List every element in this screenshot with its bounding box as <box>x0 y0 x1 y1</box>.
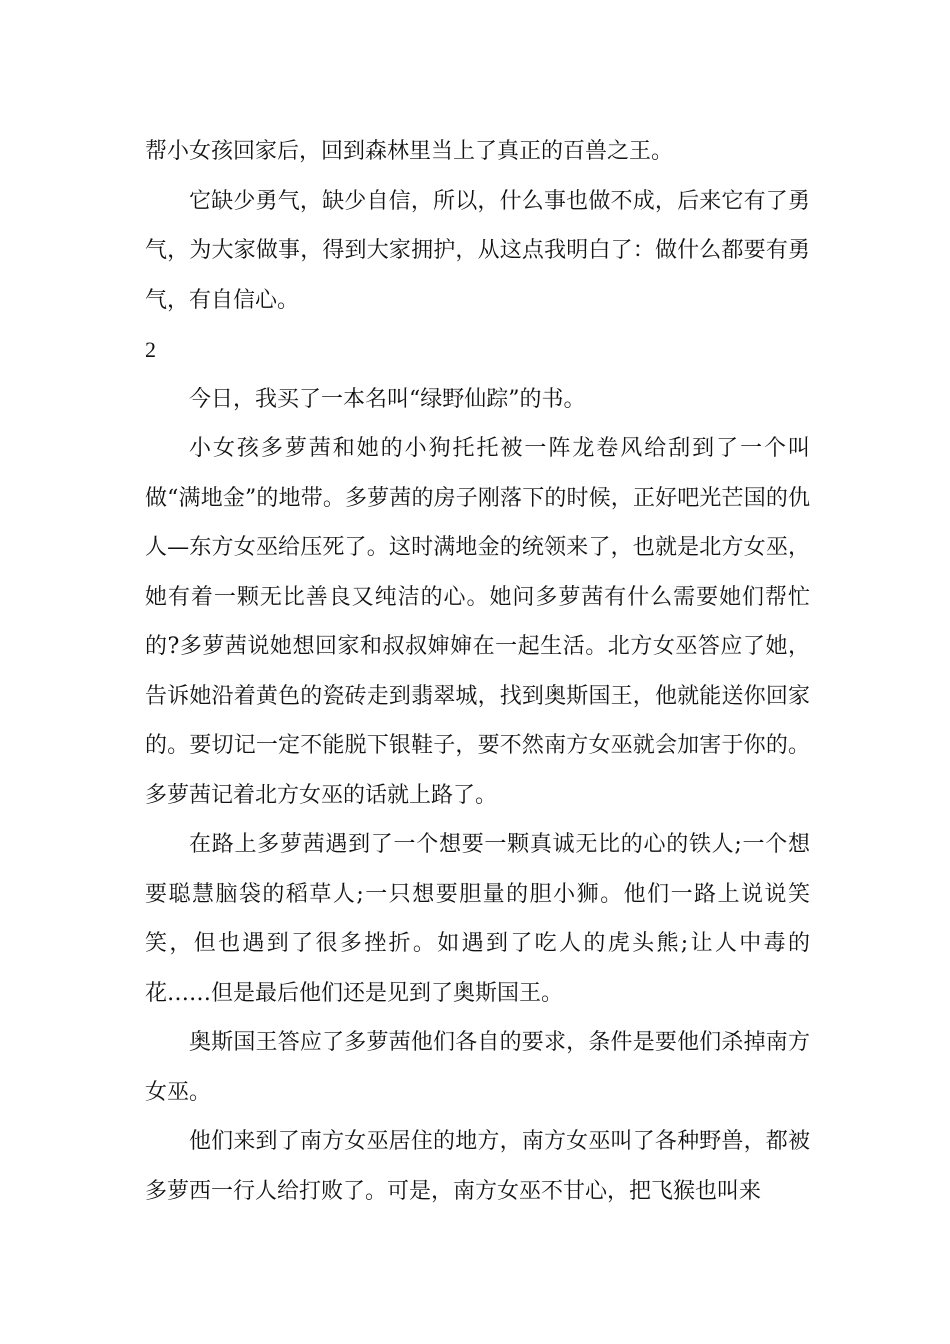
paragraph: 今日，我买了一本名叫“绿野仙踪”的书。 <box>189 386 586 412</box>
paragraph: 小女孩多萝茜和她的小狗托托被一阵龙卷风给刮到了一个叫做“满地金”的地带。多萝茜的房子刚落下的时候，正好吧光芒国的仇人—东方女巫给压死了。这时满地金的统领来了，也就是北方女巫，她有着一颗无比善良又纯洁的心。她问多萝茜有什么需要她们帮忙的?多萝茜说她想回家和叔叔婶婶在一起生活。北方女巫答应了她，告诉她沿着黄色的瓷砖走到翡翠城，找到奥斯国王，他就能送你回家的。要切记一定不能脱下银鞋子，要不然南方女巫就会加害于你的。多萝茜记着北方女巫的话就上路了。 <box>145 436 810 808</box>
paragraph: 在路上多萝茜遇到了一个想要一颗真诚无比的心的铁人;一个想要聪慧脑袋的稻草人;一只想要胆量的胆小狮。他们一路上说说笑笑，但也遇到了很多挫折。如遇到了吃人的虎头熊;让人中毒的花……但是最后他们还是见到了奥斯国王。 <box>145 832 810 1006</box>
section-number: 2 <box>145 337 156 362</box>
paragraph: 它缺少勇气，缺少自信，所以，什么事也做不成，后来它有了勇气，为大家做事，得到大家拥护，从这点我明白了：做什么都要有勇气，有自信心。 <box>145 188 810 313</box>
paragraph: 他们来到了南方女巫居住的地方，南方女巫叫了各种野兽，都被多萝西一行人给打败了。可是，南方女巫不甘心，把飞猴也叫来 <box>145 1129 810 1204</box>
paragraph: 奥斯国王答应了多萝茜他们各自的要求，条件是要他们杀掉南方女巫。 <box>145 1030 810 1105</box>
paragraph: 帮小女孩回家后，回到森林里当上了真正的百兽之王。 <box>145 139 674 164</box>
document-body <box>145 127 810 1216</box>
